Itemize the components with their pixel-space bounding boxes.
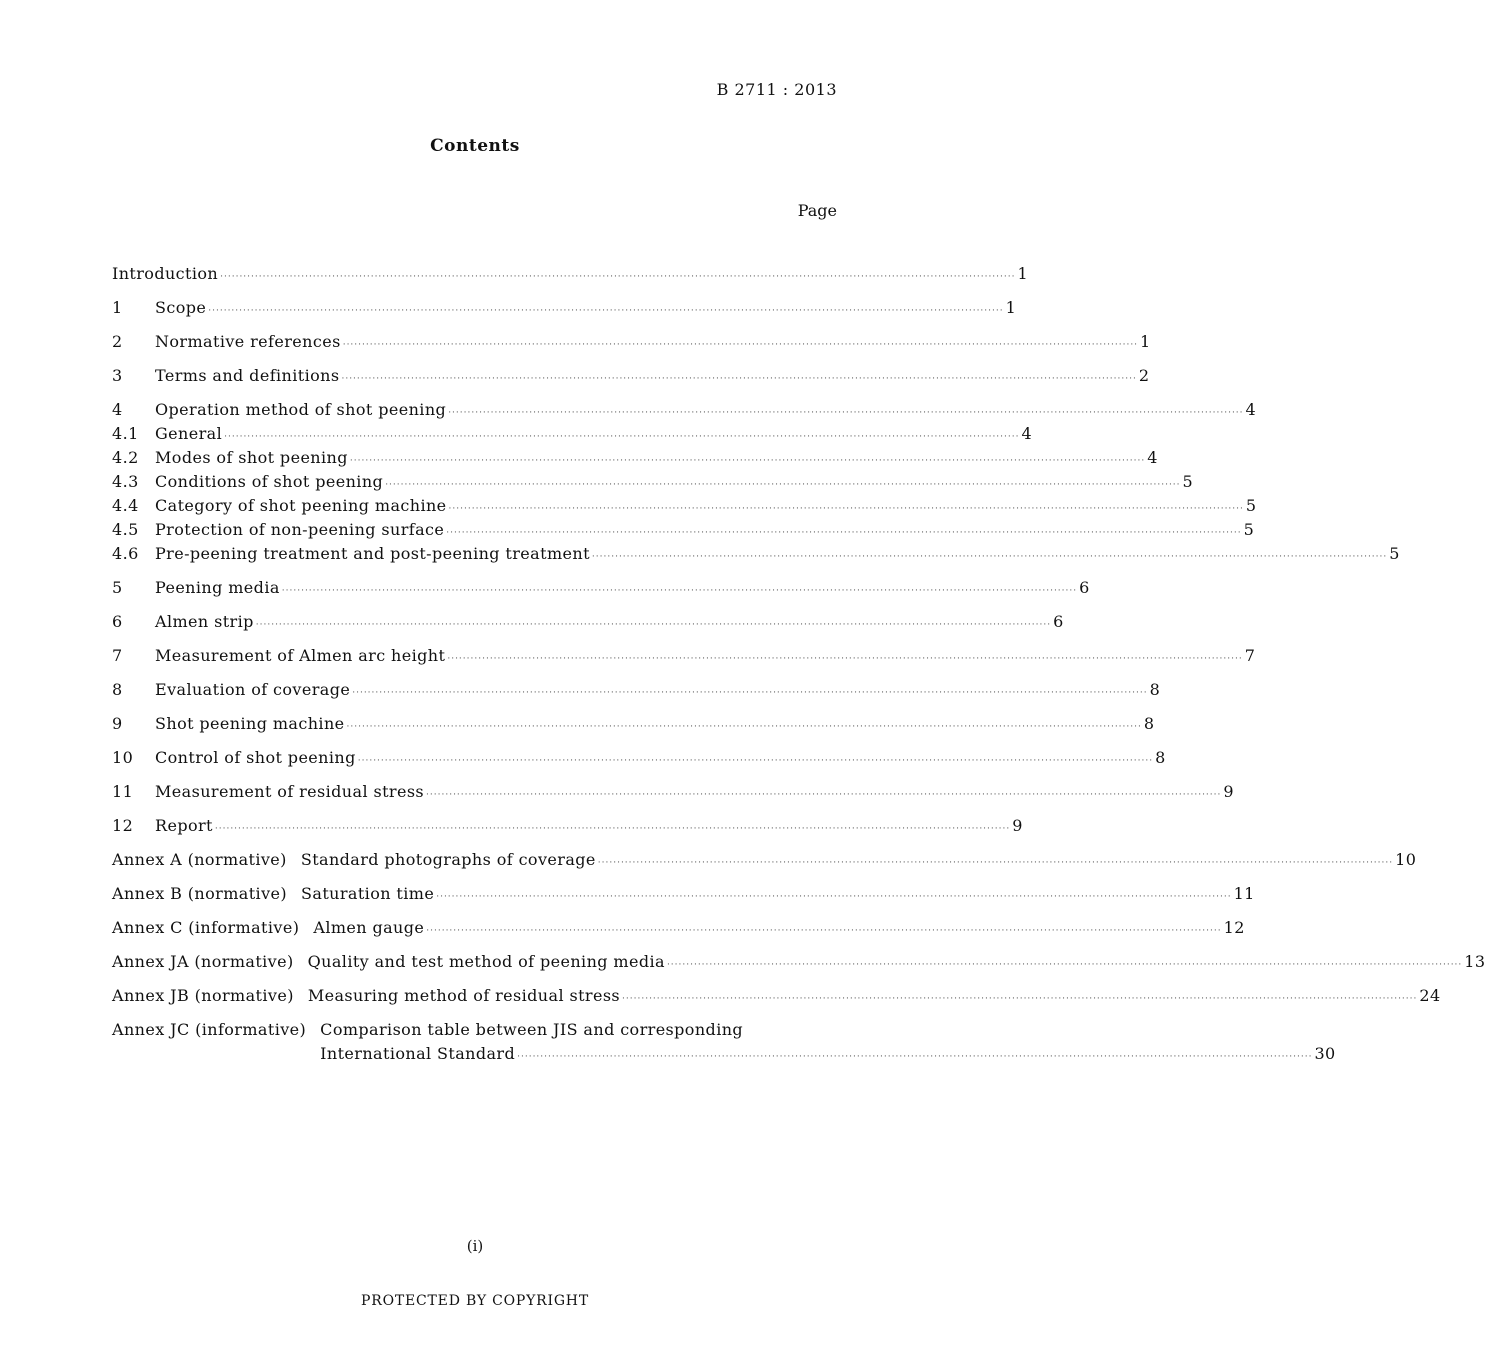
- annex-entry[interactable]: [112, 1018, 1336, 1066]
- annex-title: Comparison table between JIS and corresponding: [320, 1020, 744, 1039]
- annex-title: Almen gauge: [313, 918, 425, 937]
- toc-entry-title: Introduction: [112, 264, 219, 283]
- toc-entry[interactable]: [112, 678, 1161, 702]
- toc-entry-page: 4: [1245, 400, 1257, 419]
- dot-leader: [426, 919, 1221, 943]
- toc-entry-page: 5: [1245, 496, 1257, 515]
- toc-entry-number: 4.6: [112, 544, 139, 563]
- toc-entry-title: Measurement of Almen arc height: [155, 646, 446, 665]
- annex-title: Quality and test method of peening media: [307, 952, 665, 971]
- toc-entry-page: 5: [1389, 544, 1400, 563]
- toc-entry[interactable]: [112, 446, 1158, 470]
- dot-leader: [220, 265, 1015, 289]
- toc-entry-page: 4: [1021, 424, 1033, 443]
- toc-entry-number: 4.4: [112, 496, 139, 515]
- annex-title: Saturation time: [301, 884, 435, 903]
- toc-entry-number: 12: [112, 816, 134, 835]
- toc-entry-number: 4.2: [112, 448, 139, 467]
- dot-leader: [385, 473, 1180, 497]
- toc-entry-page: 6: [1079, 578, 1090, 597]
- toc-entry[interactable]: [112, 470, 1194, 494]
- toc-entry[interactable]: [112, 518, 1255, 542]
- toc-entry-page: 1: [1017, 264, 1029, 283]
- annex-label: Annex B (normative): [112, 884, 288, 903]
- toc-entry-number: 5: [112, 578, 123, 597]
- dot-leader: [448, 401, 1243, 425]
- annex-entry[interactable]: [112, 882, 1255, 906]
- toc-entry-page: 9: [1012, 816, 1023, 835]
- annex-entry[interactable]: [112, 916, 1245, 940]
- dot-leader: [347, 715, 1142, 739]
- toc-entry[interactable]: [112, 542, 1400, 566]
- toc-entry[interactable]: [112, 576, 1090, 600]
- toc-entry-page: 8: [1143, 714, 1155, 733]
- toc-entry-page: 9: [1223, 782, 1234, 801]
- toc-entry-number: 10: [112, 748, 134, 767]
- toc-entry-title: Almen strip: [155, 612, 254, 631]
- toc-entry-title: Pre-peening treatment and post-peening treatment: [155, 544, 590, 563]
- annex-label: Annex JB (normative): [112, 986, 294, 1005]
- dot-leader: [208, 299, 1003, 323]
- toc-entry[interactable]: [112, 712, 1155, 736]
- dot-leader: [426, 783, 1221, 807]
- toc-entry[interactable]: [112, 364, 1150, 388]
- document-code: B 2711 : 2013: [716, 80, 837, 99]
- toc-entry-number: 2: [112, 332, 123, 351]
- toc-entry-number: 4.1: [112, 424, 139, 443]
- toc-entry-title: Operation method of shot peening: [155, 400, 447, 419]
- dot-leader: [517, 1045, 1312, 1069]
- annex-title-block: [320, 1018, 1335, 1066]
- dot-leader: [256, 613, 1051, 637]
- toc-entry-number: 8: [112, 680, 123, 699]
- dot-leader: [282, 579, 1077, 603]
- annex-entry[interactable]: [112, 984, 1441, 1008]
- toc-entry-page: 2: [1138, 366, 1150, 385]
- toc-entry[interactable]: [112, 398, 1257, 422]
- dot-leader: [215, 817, 1010, 841]
- toc-entry-number: 1: [112, 298, 123, 317]
- dot-leader: [350, 449, 1145, 473]
- annex-page: 24: [1419, 986, 1441, 1005]
- annex-label: Annex A (normative): [112, 850, 287, 869]
- toc-entry[interactable]: [112, 330, 1151, 354]
- toc-entry-page: 4: [1147, 448, 1158, 467]
- dot-leader: [449, 497, 1244, 521]
- toc-entry-title: Report: [155, 816, 213, 835]
- toc-entry-title: Protection of non-peening surface: [155, 520, 445, 539]
- annex-entry[interactable]: [112, 950, 1485, 974]
- toc-entry-page: 6: [1053, 612, 1064, 631]
- toc-entry[interactable]: [112, 814, 1023, 838]
- toc-entry-number: 11: [112, 782, 134, 801]
- toc-entry[interactable]: [112, 494, 1257, 518]
- toc-entry-title: General: [155, 424, 223, 443]
- annex-entry[interactable]: [112, 848, 1417, 872]
- toc-entry-page: 5: [1182, 472, 1194, 491]
- toc-entry-title: Measurement of residual stress: [155, 782, 425, 801]
- toc-entry-number: 3: [112, 366, 123, 385]
- toc-entry-page: 8: [1155, 748, 1166, 767]
- annex-page: 12: [1223, 918, 1245, 937]
- toc-entry[interactable]: [112, 610, 1064, 634]
- toc-entry-title: Category of shot peening machine: [155, 496, 447, 515]
- dot-leader: [341, 367, 1136, 391]
- toc-entry[interactable]: [112, 262, 1029, 286]
- toc-entry-page: 7: [1244, 646, 1256, 665]
- toc-entry-page: 1: [1005, 298, 1017, 317]
- toc-entry-title: Normative references: [155, 332, 341, 351]
- toc-entry-title: Conditions of shot peening: [155, 472, 384, 491]
- toc-entry-title: Scope: [155, 298, 207, 317]
- toc-entry-title: Modes of shot peening: [155, 448, 348, 467]
- dot-leader: [622, 987, 1417, 1011]
- annex-title: Measuring method of residual stress: [307, 986, 621, 1005]
- dot-leader: [343, 333, 1138, 357]
- toc-entry-number: 9: [112, 714, 123, 733]
- copyright-notice: PROTECTED BY COPYRIGHT: [361, 1293, 589, 1309]
- dot-leader: [592, 545, 1387, 569]
- annex-label: Annex JC (informative): [112, 1020, 307, 1039]
- page-title: Contents: [430, 136, 520, 156]
- page-number: (i): [466, 1237, 484, 1255]
- toc-entry-number: 4.3: [112, 472, 139, 491]
- dot-leader: [447, 647, 1242, 671]
- toc-entry-title: Shot peening machine: [155, 714, 345, 733]
- toc-entry[interactable]: [112, 296, 1017, 320]
- toc-entry[interactable]: [112, 746, 1166, 770]
- toc-entry-number: 6: [112, 612, 123, 631]
- dot-leader: [352, 681, 1147, 705]
- annex-page: 13: [1464, 952, 1485, 971]
- annex-title-continued: International Standard: [320, 1044, 516, 1063]
- dot-leader: [436, 885, 1231, 909]
- page-column-label: Page: [797, 201, 837, 220]
- annex-page: 30: [1314, 1044, 1336, 1063]
- toc-entry-title: Control of shot peening: [155, 748, 356, 767]
- toc-entry-number: 4: [112, 400, 123, 419]
- annex-page: 11: [1233, 884, 1255, 903]
- dot-leader: [598, 851, 1393, 875]
- toc-entry-page: 5: [1243, 520, 1255, 539]
- annex-title-line2: [320, 1042, 1335, 1066]
- toc-entry[interactable]: [112, 780, 1234, 804]
- dot-leader: [358, 749, 1153, 773]
- toc-entry[interactable]: [112, 644, 1256, 668]
- table-of-contents: [112, 262, 1485, 1066]
- toc-entry-page: 8: [1149, 680, 1161, 699]
- toc-entry-title: Peening media: [155, 578, 280, 597]
- annex-title: Standard photographs of coverage: [300, 850, 596, 869]
- dot-leader: [667, 953, 1462, 977]
- toc-entry-number: 4.5: [112, 520, 139, 539]
- toc-entry-title: Evaluation of coverage: [155, 680, 351, 699]
- toc-entry[interactable]: [112, 422, 1033, 446]
- toc-entry-number: 7: [112, 646, 123, 665]
- annex-label: Annex C (informative): [112, 918, 300, 937]
- toc-entry-title: Terms and definitions: [155, 366, 340, 385]
- toc-entry-page: 1: [1140, 332, 1151, 351]
- annex-label: Annex JA (normative): [112, 952, 294, 971]
- annex-page: 10: [1395, 850, 1417, 869]
